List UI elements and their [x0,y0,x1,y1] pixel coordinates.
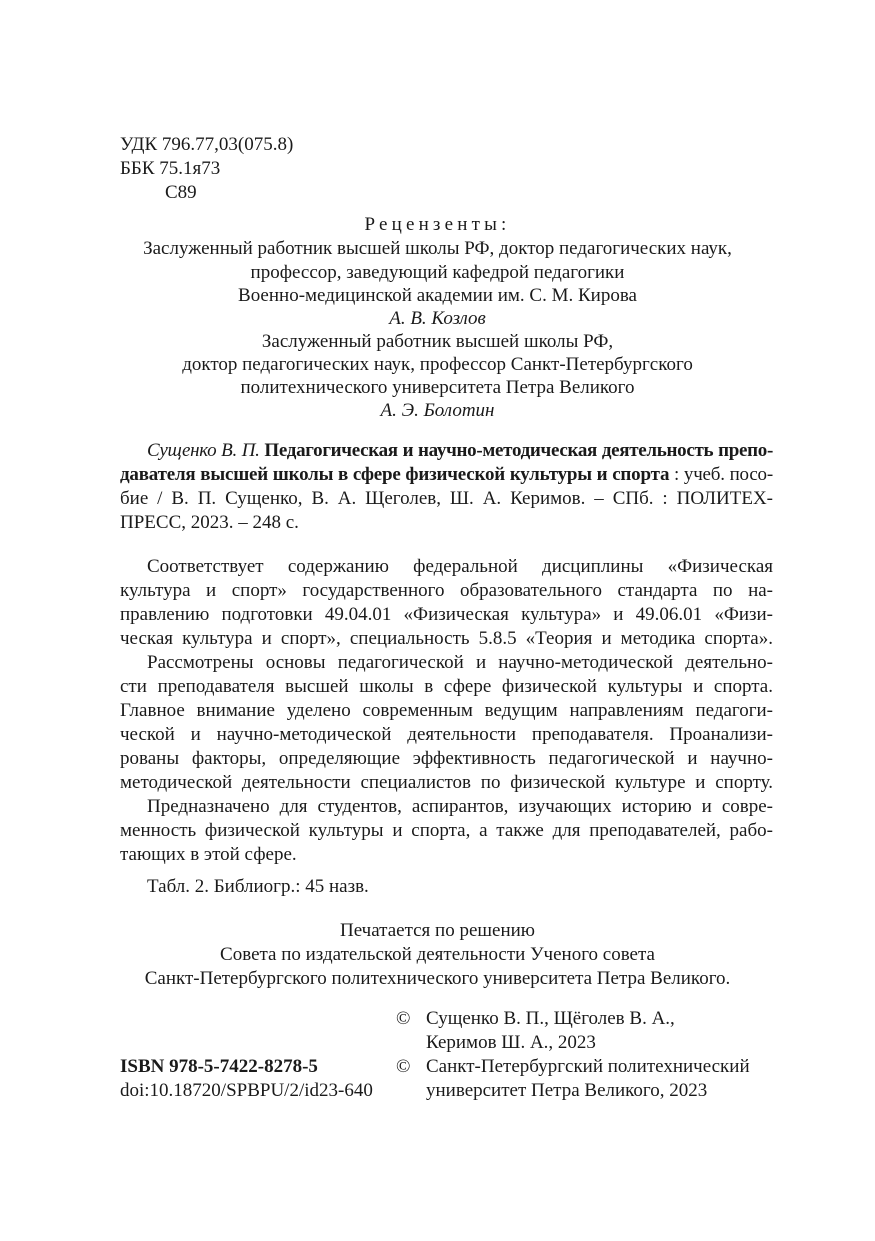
annotation-p1-line: Соответствует содержанию федеральной дисциплины «Физическая [147,556,773,577]
reviewers-heading: Рецензенты: [364,214,511,235]
reviewer-2-name: А. Э. Болотин [380,400,495,421]
biblio-title: Педагогическая и научно-методическая деятельность препо- [264,440,774,461]
annotation-p2-line: Главное внимание уделено современным ведущим направлениям педагоги- [120,700,773,721]
annotation-p2-line: Рассмотрены основы педагогической и научно-методической деятельно- [147,652,773,673]
biblio-line-1 [147,440,773,462]
isbn: ISBN 978-5-7422-8278-5 [120,1056,318,1077]
reviewer-2-line: Заслуженный работник высшей школы РФ, [261,331,614,352]
annotation-p1-line: культура и спорт» государственного образовательного стандарта по на- [120,580,773,601]
biblio-line-4: ПРЕСС, 2023. – 248 с. [120,512,299,533]
udk-code: УДК 796.77,03(075.8) [120,134,294,155]
reviewer-2-line: доктор педагогических наук, профессор Санкт-Петербургского [182,354,693,375]
annotation-p2-line: методической деятельности специалистов по физической культуре и спорту. [120,772,773,793]
annotation-p2-line: ческой и научно-методической деятельности преподавателя. Проанализи- [120,724,773,745]
publication-line: Санкт-Петербургского политехнического университета Петра Великого. [144,968,731,989]
copyright-publisher-line: Санкт-Петербургский политехнический [426,1056,750,1077]
annotation-p1-line: ческая культура и спорт», специальность 5.8.5 «Теория и методика спорта». [120,628,773,649]
reviewer-1-line: Военно-медицинской академии им. С. М. Кирова [238,285,637,306]
annotation-p1-line: правлению подготовки 49.04.01 «Физическая культура» и 49.06.01 «Физи- [120,604,773,625]
biblio-line-2 [120,464,773,486]
biblio-title: давателя высшей школы в сфере физической культуры и спорта [120,464,670,485]
publication-line: Совета по издательской деятельности Ученого совета [220,944,655,965]
reviewer-1-line: профессор, заведующий кафедрой педагогики [250,262,625,283]
publication-line: Печатается по решению [340,920,535,941]
reviewer-2-line: политехнического университета Петра Великого [240,377,635,398]
copyright-authors-line: Сущенко В. П., Щёголев В. А., [426,1008,675,1029]
doi: doi:10.18720/SPBPU/2/id23-640 [120,1080,373,1101]
annotation-p2-line: сти преподавателя высшей школы в сфере физической культуры и спорта. [120,676,773,697]
biblio-line-2-tail: : учеб. посо- [674,464,773,485]
reviewer-1-name: А. В. Козлов [389,308,486,329]
annotation-p3-line: тающих в этой сфере. [120,844,297,865]
annotation-p3-line: менность физической культуры и спорта, а также для преподавателей, рабо- [120,820,773,841]
copyright-symbol: © [396,1008,411,1029]
copyright-symbol: © [396,1056,411,1077]
tables-biblio-count: Табл. 2. Библиогр.: 45 назв. [147,876,369,897]
copyright-authors-line: Керимов Ш. А., 2023 [426,1032,596,1053]
biblio-author: Сущенко В. П. [147,440,260,461]
author-mark: С89 [165,182,197,203]
biblio-line-3: бие / В. П. Сущенко, В. А. Щеголев, Ш. А. Керимов. – СПб. : ПОЛИТЕХ- [120,488,773,509]
reviewer-1-line: Заслуженный работник высшей школы РФ, доктор педагогических наук, [143,238,732,259]
annotation-p2-line: рованы факторы, определяющие эффективность педагогической и научно- [120,748,773,769]
annotation-p3-line: Предназначено для студентов, аспирантов, изучающих историю и совре- [147,796,773,817]
copyright-publisher-line: университет Петра Великого, 2023 [426,1080,708,1101]
bbk-code: ББК 75.1я73 [120,158,221,179]
